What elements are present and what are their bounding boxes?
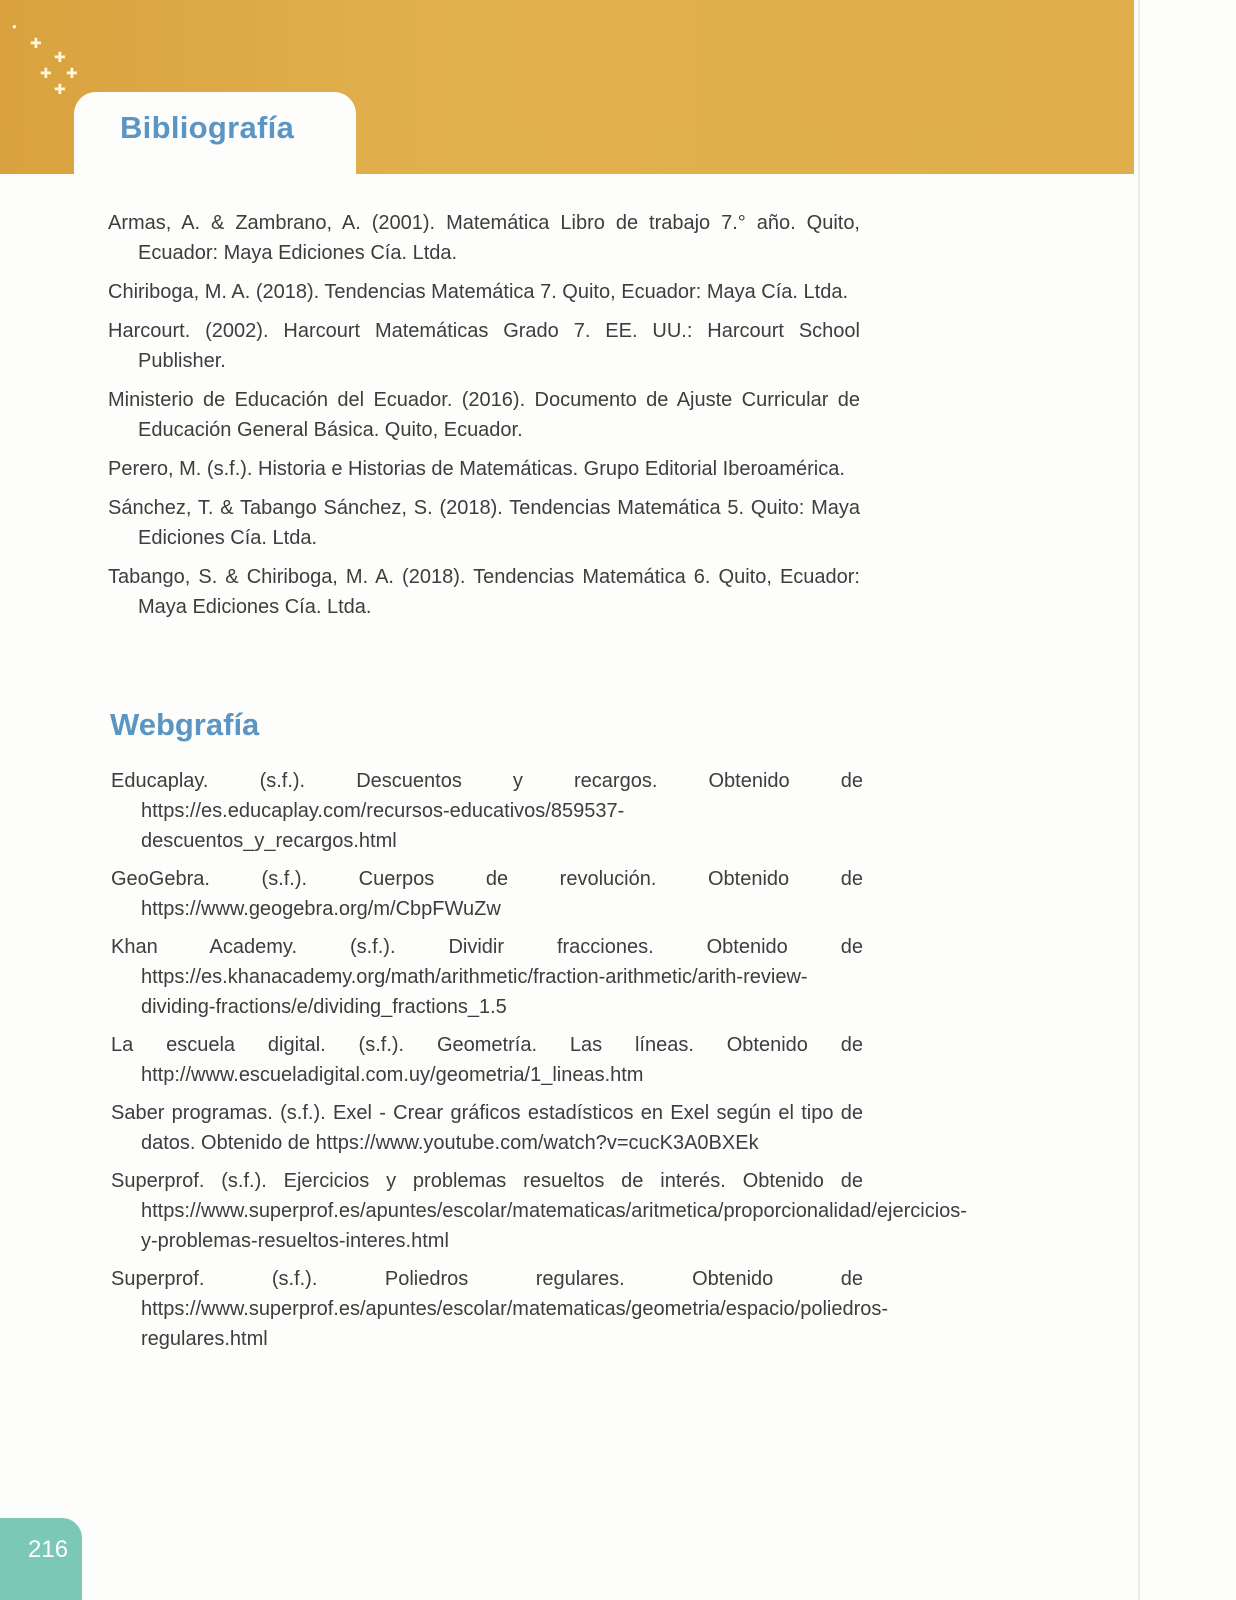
page-number: 216	[28, 1536, 69, 1563]
webgraphy-entry: Educaplay. (s.f.). Descuentos y recargos. Obtenido de https://es.educaplay.com/recursos-educativos/859537-descuentos_y_recargos.html	[111, 770, 863, 852]
bibliography-list	[108, 208, 860, 631]
webgraphy-entry: GeoGebra. (s.f.). Cuerpos de revolución. Obtenido de https://www.geogebra.org/m/CbpFWuZw	[111, 868, 863, 920]
bibliography-entry: Ministerio de Educación del Ecuador. (2016). Documento de Ajuste Curricular de Educación General Básica. Quito, Ecuador.	[108, 389, 860, 441]
decorative-sparkle-icon: ● ✚ ✚ ✚ ✚ ✚	[12, 22, 78, 97]
webgraphy-heading: Webgrafía	[110, 707, 260, 742]
page-number-tab	[0, 1518, 82, 1600]
bibliography-heading: Bibliografía	[120, 110, 295, 145]
webgraphy-list	[111, 766, 967, 1362]
webgraphy-entry: Saber programas. (s.f.). Exel - Crear gráficos estadísticos en Exel según el tipo de datos. Obtenido de https://www.youtube.com/watch?v=cucK3A0BXEk	[111, 1102, 863, 1154]
bibliography-entry: Sánchez, T. & Tabango Sánchez, S. (2018). Tendencias Matemática 5. Quito: Maya Ediciones Cía. Ltda.	[108, 497, 860, 549]
page-edge-rule	[1138, 0, 1140, 1600]
webgraphy-entry: Superprof. (s.f.). Ejercicios y problemas resueltos de interés. Obtenido de https://www.superprof.es/apuntes/escolar/matematicas/aritmetica/proporcionalidad/ejercicios-y-problemas-resueltos-interes.html	[111, 1170, 967, 1252]
bibliography-entry: Tabango, S. & Chiriboga, M. A. (2018). Tendencias Matemática 6. Quito, Ecuador: Maya Ediciones Cía. Ltda.	[108, 566, 860, 618]
bibliography-entry: Harcourt. (2002). Harcourt Matemáticas Grado 7. EE. UU.: Harcourt School Publisher.	[108, 320, 860, 372]
webgraphy-entry: Khan Academy. (s.f.). Dividir fracciones. Obtenido de https://es.khanacademy.org/math/arithmetic/fraction-arithmetic/arith-review-dividing-fractions/e/dividing_fractions_1.5	[111, 936, 863, 1018]
webgraphy-entry: La escuela digital. (s.f.). Geometría. Las líneas. Obtenido de http://www.escueladigital.com.uy/geometria/1_lineas.htm	[111, 1034, 863, 1086]
bibliography-entry: Chiriboga, M. A. (2018). Tendencias Matemática 7. Quito, Ecuador: Maya Cía. Ltda.	[108, 281, 849, 303]
bibliography-entry: Perero, M. (s.f.). Historia e Historias de Matemáticas. Grupo Editorial Iberoamérica.	[108, 458, 845, 480]
title-tab	[74, 92, 356, 176]
bibliography-entry: Armas, A. & Zambrano, A. (2001). Matemática Libro de trabajo 7.° año. Quito, Ecuador: Maya Ediciones Cía. Ltda.	[108, 212, 860, 264]
webgraphy-entry: Superprof. (s.f.). Poliedros regulares. Obtenido de https://www.superprof.es/apuntes/escolar/matematicas/geometria/espacio/poliedros-regulares.html	[111, 1268, 889, 1350]
